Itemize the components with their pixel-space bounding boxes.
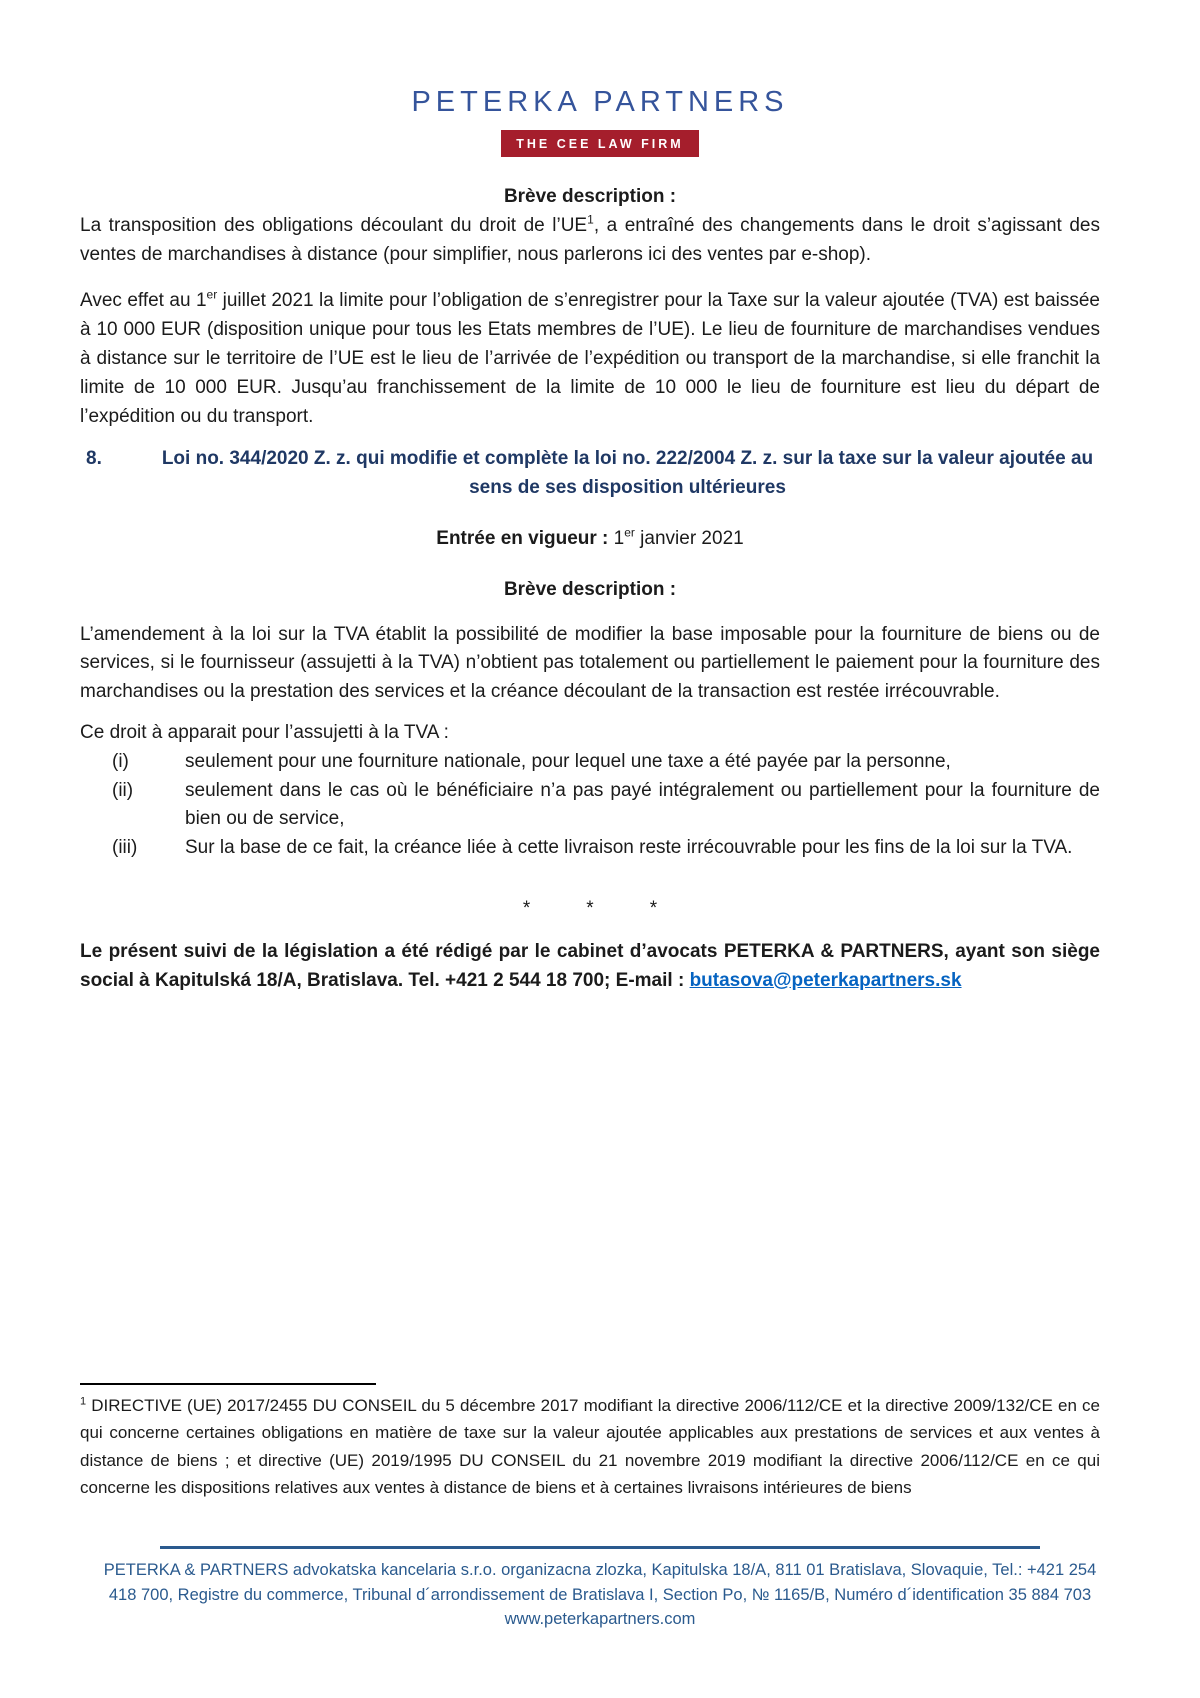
ordinal-superscript: er [206, 288, 218, 303]
section-heading-breve-description-1: Brève description : [503, 186, 677, 207]
document-body [80, 183, 1100, 995]
list-marker: (ii) [112, 779, 134, 801]
effective-date-line: Entrée en vigueur : 1er janvier 2021 [436, 525, 744, 549]
law-item-number: 8. [86, 448, 102, 470]
page-footer [40, 1558, 1160, 1632]
list-item: (ii) seulement dans le cas où le bénéficiaire n’a pas payé intégralement ou partiellement pour la fourniture de bien ou de service, [80, 777, 1100, 835]
section-separator-stars: * * * [522, 897, 658, 919]
email-link[interactable]: butasova@peterkapartners.sk [689, 969, 962, 991]
section-heading-breve-description-2: Brève description : [503, 578, 677, 600]
list-marker: (iii) [112, 837, 138, 859]
footnote-separator-rule [80, 1383, 376, 1385]
paragraph-transposition: La transposition des obligations découlant du droit de $l’UE^1$, a entraîné des changements dans le droit s’agissant des ventes de marchandises à distance (pour simplifier, nous parlerons ici des ventes par e-shop). [80, 212, 1100, 265]
footer-website: www.peterkapartners.com [504, 1610, 696, 1628]
logo [0, 0, 1200, 157]
footnote-ref-1: 1 [587, 212, 594, 227]
list-item: (iii) Sur la base de ce fait, la créance liée à cette livraison reste irrécouvrable pour les fins de la loi sur la TVA. [80, 834, 1100, 863]
law-item-8-heading [80, 445, 1100, 503]
paragraph-amendement-tva: L’amendement à la loi sur la TVA établit la possibilité de modifier la base imposable pour la fourniture de biens ou de services, si le fournisseur (assujetti à la TVA) n’obtient pas totalement ou partiellement le paiement pour la fourniture des marchandises ou la prestation des services et la créance découlant de la transaction est restée irrécouvrable. [80, 623, 1100, 703]
ordinal-superscript: er [624, 525, 635, 540]
footer-separator-rule [160, 1546, 1040, 1549]
effective-date-label: Entrée en vigueur : [436, 527, 614, 549]
footnote-section [80, 1383, 1100, 1502]
list-item: (i) seulement pour une fourniture nationale, pour lequel une taxe a été payée par la personne, [80, 748, 1100, 777]
footer-address-line-1: PETERKA & PARTNERS advokatska kancelaria s.r.o. organizacna zlozka, Kapitulska 18/A, 811 01 Bratislava, Slovaquie, Tel.: +421 254 [103, 1561, 1097, 1579]
list-marker: (i) [112, 750, 129, 772]
paragraph-ce-droit: Ce droit à apparait pour l’assujetti à la TVA : [80, 721, 449, 743]
footer-address-line-2: 418 700, Registre du commerce, Tribunal d´arrondissement de Bratislava I, Section Po, № 1165/B, Numéro d´identification 35 884 703 [108, 1585, 1092, 1604]
paragraph-avec-effet: Avec effet au 1er juillet 2021 la limite pour l’obligation de s’enregistrer pour la Taxe sur la valeur ajoutée (TVA) est baissée à 10 000 EUR (disposition unique pour tous les Etats membres de l’UE). Le lieu de fourniture de marchandises vendues à distance sur le territoire de l’UE est le lieu de l’arrivée de l’expédition ou transport de la marchandise, si elle franchit la limite de 10 000 EUR. Jusqu’au franchissement de la limite de 10 000 le lieu de fourniture est lieu du départ de l’expédition ou du transport. [80, 288, 1100, 427]
law-item-title: Loi no. 344/2020 Z. z. qui modifie et complète la loi no. 222/2004 Z. z. sur la taxe sur la valeur ajoutée au sens de ses disposition ultérieures [161, 448, 1094, 499]
footnote-number: 1 [80, 1395, 87, 1408]
logo-wordmark: PETERKA PARTNERS [411, 86, 789, 118]
logo-tagline-banner: THE CEE LAW FIRM [501, 130, 698, 157]
footnote-text: $^1$ DIRECTIVE (UE) 2017/2455 DU CONSEIL du 5 décembre 2017 modifiant la directive 2006/112/CE et la directive 2009/132/CE en ce qui concerne certaines obligations en matière de taxe sur la valeur ajoutée applicables aux prestations de services et aux ventes à distance de biens ; et directive (UE) 2019/1995 DU CONSEIL du 21 novembre 2019 modifiant la directive 2006/112/CE en ce qui concerne les dispositions relatives aux ventes à distance de biens et à certaines livraisons intérieures de biens [80, 1395, 1100, 1498]
closing-paragraph: Le présent suivi de la législation a été rédigé par le cabinet d’avocats PETERKA & PARTNERS, ayant son siège social à Kapitulská 18/A, Bratislava. Tel. +421 2 544 18 700; E-mail : butasova@peterkapartners.sk [80, 940, 1100, 991]
